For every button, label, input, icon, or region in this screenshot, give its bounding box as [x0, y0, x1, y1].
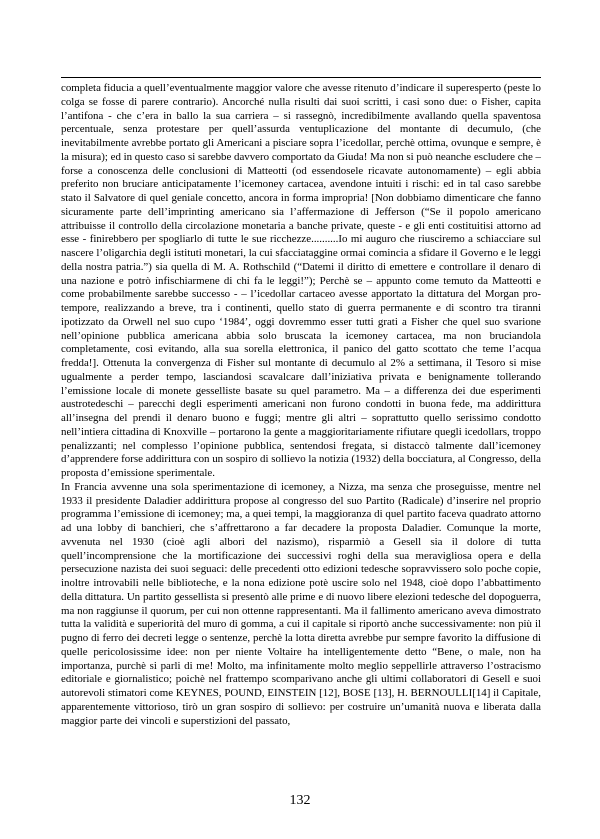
- page-number: 132: [289, 793, 311, 808]
- paragraph-1: completa fiducia a quell’eventualmente maggior valore che avesse ritenuto d’indicare il superesperto (peste lo colga se fosse di parere contrario). Ancorché nulla risulti dai suoi scritti, i casi sono due: o Fisher, capita l’antifona - che c’era in ballo la sua carriera – si rassegnò, incredibilmente avallando quella spaventosa percentuale, senza protestare per quell’assurda ventuplicazione del montante di decumulo, (che inevitabilmente avrebbe portato gli Americani a pisciare sopra l’icedollar, perchè ottima, ovunque e sempre, è la misura); ed in questo caso si sarebbe davvero comportato da Giuda! Ma non si può neanche escludere che – forse a conoscenza delle conclusioni di Matteotti (od essendosele ricavate autonomamente) – egli abbia preferito non bruciare anticipatamente l’icemoney cartacea, avendone intuiti i rischi: ed in tal caso sarebbe stato il Salvatore di quel geniale concetto, ancora in forma impropria! [Non dobbiamo dimenticare che fanno sicuramente parte dell’imprinting americano sia l’affermazione di Jefferson (“Se il popolo americano attribuisse il controllo della circolazione monetaria a banche private, queste - e gli enti costituitisi attorno ad esse - finirebbero per spogliarlo di tutte le sue ricchezze..........Io mi auguro che riusciremo a schiacciare sul nascere l’oligarchia degli istituti monetari, la cui sfacciataggine ormai comincia a sfidare il Governo e le leggi della nostra patria.”) sia quella di M. A. Rothschild (“Datemi il diritto di emettere e controllare il denaro di una nazione e potrò infischiarmene di chi fa le leggi!”); Perchè se – appunto come temuto da Matteotti e come probabilmente sarebbe successo - – l’icedollar cartaceo avesse apportato la dittatura del Morgan pro-tempore, realizzando a breve, tra i continenti, quello stato di guerra permanente e di scontro tra tiranni ipotizzato da Orwell nel suo cupo ‘1984’, oggi dovremmo esser tutti grati a Fisher che quel suo svarione nell’opinione pubblica americana abbia solo bruscata la icemoney cartacea, ma non bruciandola completamente, così evitando, alla sua sorella elettronica, il panico del gatto scottato che teme l’acqua fredda!]. Ottenuta la convergenza di Fisher sul montante di decumulo al 2% a settimana, il Tesoro si mise ugualmente a perder tempo, lasciandosi scavalcare dall’iniziativa privata e benignamente tollerando l’emissione locale di monete gesselliste basate su quel parametro. Ma – a differenza dei due esperimenti austrotedeschi – parecchi degli esperimenti americani non furono condotti in buona fede, ma addirittura all’insegna del prendi il denaro buono e fuggi; mentre gli altri – soprattutto quello serissimo condotto nell’intiera cittadina di Knoxville – portarono la gente a maggioritariamente rifiutare quegli icedollars, troppo penalizzanti; nel complesso l’opinione pubblica, sentendosi fregata, si distaccò talmente dall’icemoney d’apprendere forse addirittura con un sospiro di sollievo la notizia (1932) della bocciatura, al Congresso, della proposta d’emissione sperimentale.: [61, 82, 541, 479]
- header-rule: [61, 77, 541, 78]
- paragraph-2: In Francia avvenne una sola sperimentazione di icemoney, a Nizza, ma senza che proseguisse, mentre nel 1933 il presidente Daladier addirittura propose al congresso del suo Partito (Radicale) d’inserire nel proprio programma l’emissione di icemoney; ma, a quei tempi, la maggioranza di quel partito faceva quadrato attorno ad una lobby di banchieri, che s’affrettarono a far decadere la proposta Daladier. Comunque la morte, avvenuta nel 1930 (cioè agli albori del nazismo), risparmiò a Gesell sia il dolore di tutta quell’incomprensione che la mortificazione dei successivi roghi della sua meravigliosa opera e della persecuzione nazista dei suoi seguaci: delle precedenti otto edizioni tedesche sopravvissero solo poche copie, inoltre introvabili nelle biblioteche, e la nona edizione potè uscire solo nel 1948, cioè dopo l’abbattimento della dittatura. Un partito gessellista si presentò alle prime e di nuovo libere elezioni tedesche del dopoguerra, ma non raggiunse il quorum, per cui non ottenne rappresentanti. Ma il fallimento americano aveva dimostrato tutta la validità e superiorità del muro di gomma, a cui il capitale si riportò anche successivamente: non più il pugno di ferro dei decreti legge o sentenze, perchè la lotta diretta avrebbe pur sempre favorito la diffusione di quelle pericolosissime idee: non per niente Voltaire ha intelligentemente detto “Bene, o male, non ha importanza, purchè si parli di me! Molto, ma infinitamente molto meglio seppellirle attraverso l’ostracismo editoriale e giornalistico; poichè nel frattempo scomparivano anche gli ultimi collaboratori di Gesell e suoi autorevoli stimatori come KEYNES, POUND, EINSTEIN [12], BOSE [13], H. BERNOULLI[14] il Capitale, apparentemente vittorioso, tirò un gran sospiro di sollievo: per costruire un’umanità nuova e liberata dalla maggior parte dei vincoli e superstizioni del passato,: [61, 480, 541, 727]
- page-body: [61, 82, 541, 728]
